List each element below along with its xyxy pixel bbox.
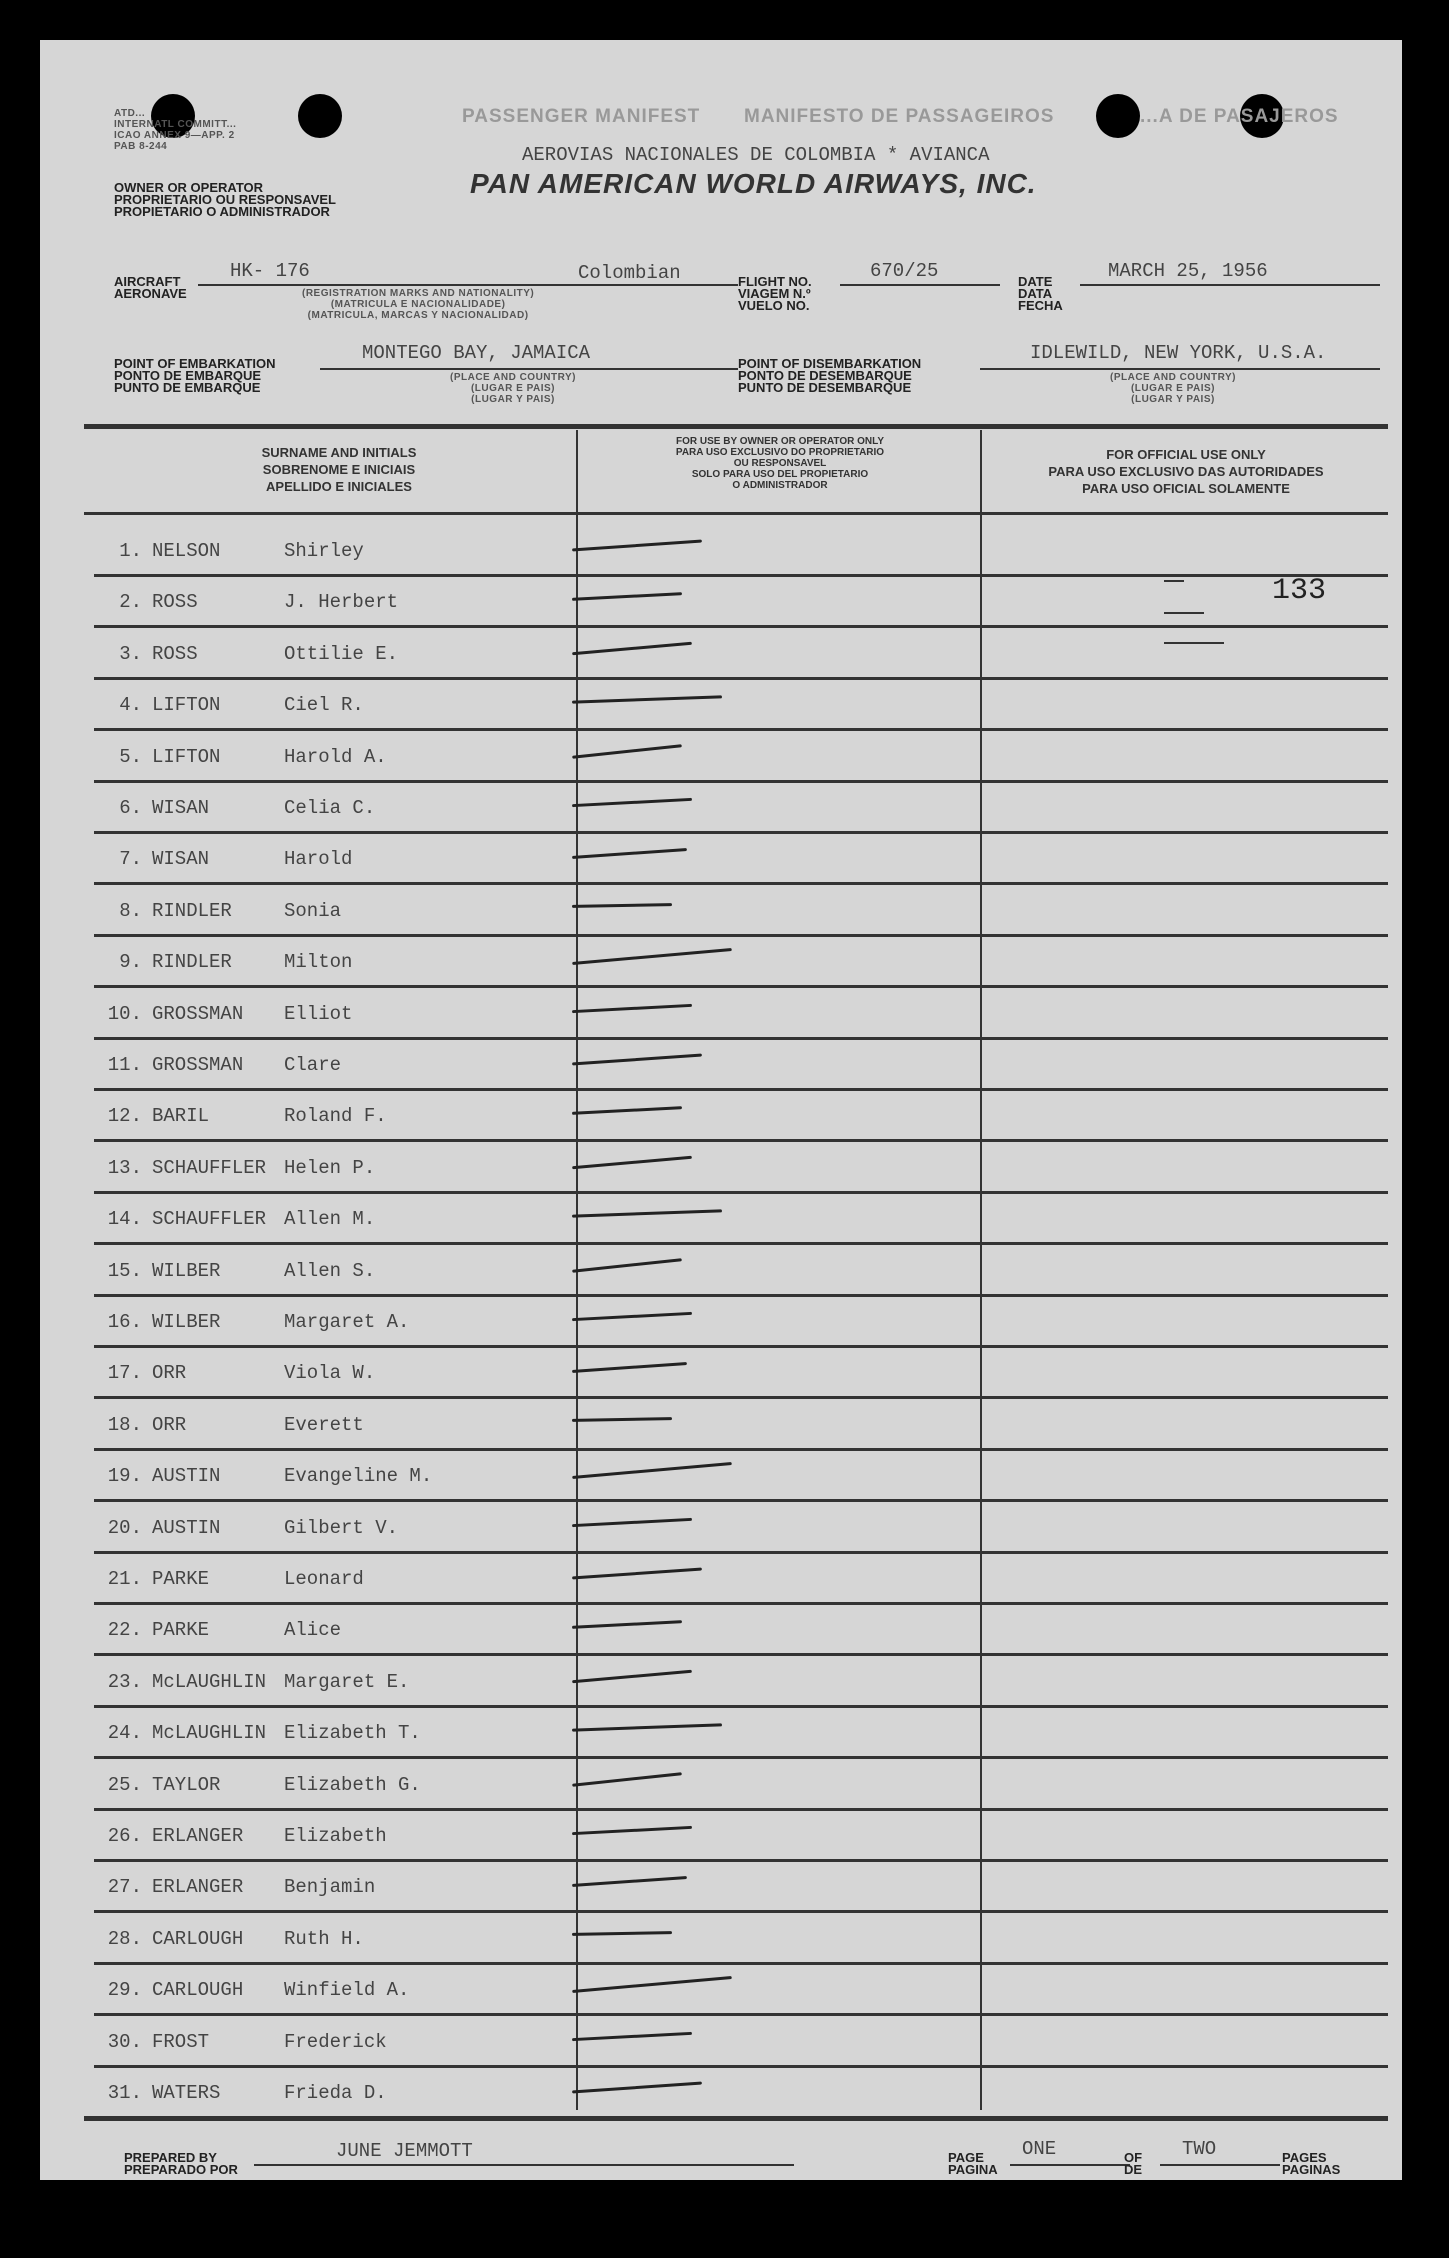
table-row — [94, 1297, 1388, 1348]
passenger-given-name: Clare — [284, 1054, 342, 1076]
disembarkation-place: IDLEWILD, NEW YORK, U.S.A. — [1030, 342, 1327, 364]
row-rule — [94, 1396, 1388, 1399]
aircraft-nationality: Colombian — [578, 262, 681, 284]
passenger-number: 10. — [107, 1003, 142, 1025]
table-row — [94, 577, 1388, 628]
punch-hole — [298, 94, 342, 138]
passenger-surname: CARLOUGH — [152, 1928, 244, 1950]
table-row — [94, 1400, 1388, 1451]
check-mark — [572, 1567, 702, 1579]
check-mark — [572, 1876, 687, 1887]
passenger-surname: McLAUGHLIN — [152, 1671, 267, 1693]
passenger-given-name: Elizabeth — [284, 1825, 387, 1847]
passenger-surname: RINDLER — [152, 900, 232, 922]
embarkation-label: POINT OF EMBARKATION PONTO DE EMBARQUE PUNTO DE EMBARQUE — [114, 356, 276, 395]
check-mark — [572, 1772, 682, 1786]
check-mark — [572, 1931, 672, 1936]
passenger-surname: LIFTON — [152, 746, 221, 768]
passenger-number: 19. — [107, 1465, 142, 1487]
passenger-surname: NELSON — [152, 540, 221, 562]
operator-brand: PAN AMERICAN WORLD AIRWAYS, INC. — [470, 168, 1037, 199]
flight-date: MARCH 25, 1956 — [1108, 260, 1268, 282]
passenger-surname: BARIL — [152, 1105, 210, 1127]
table-row — [94, 2068, 1388, 2119]
check-mark — [572, 2032, 692, 2041]
check-mark — [572, 1156, 692, 1169]
table-row — [94, 732, 1388, 783]
passenger-given-name: Frieda D. — [284, 2082, 387, 2104]
check-mark — [572, 1518, 692, 1527]
passenger-surname: CARLOUGH — [152, 1979, 244, 2001]
disembark-sublabel: (PLACE AND COUNTRY) (LUGAR E PAIS) (LUGAR Y PAIS) — [1110, 372, 1236, 405]
table-row — [94, 629, 1388, 680]
official-column-header: FOR OFFICIAL USE ONLY PARA USO EXCLUSIVO DAS AUTORIDADES PARA USO OFICIAL SOLAMENTE — [1048, 447, 1324, 496]
passenger-number: 17. — [107, 1362, 142, 1384]
table-row — [94, 1760, 1388, 1811]
passenger-surname: PARKE — [152, 1619, 210, 1641]
passenger-given-name: Elizabeth T. — [284, 1722, 421, 1744]
passenger-number: 5. — [119, 746, 142, 768]
passenger-surname: PARKE — [152, 1568, 210, 1590]
passenger-number: 6. — [119, 797, 142, 819]
pages-underline — [1160, 2164, 1280, 2166]
official-dash — [1164, 612, 1204, 614]
passenger-given-name: Helen P. — [284, 1157, 376, 1179]
passenger-given-name: Elliot — [284, 1003, 353, 1025]
check-mark — [572, 592, 682, 601]
passenger-surname: GROSSMAN — [152, 1054, 244, 1076]
passenger-given-name: Margaret A. — [284, 1311, 410, 1333]
passenger-given-name: Allen M. — [284, 1208, 376, 1230]
table-row — [94, 1143, 1388, 1194]
check-mark — [572, 539, 702, 551]
passenger-given-name: Evangeline M. — [284, 1465, 433, 1487]
passenger-surname: TAYLOR — [152, 1774, 221, 1796]
check-mark — [572, 1004, 692, 1013]
passenger-given-name: Elizabeth G. — [284, 1774, 421, 1796]
row-rule — [94, 882, 1388, 885]
check-mark — [572, 695, 722, 703]
passenger-surname: ORR — [152, 1362, 187, 1384]
passenger-number: 3. — [119, 643, 142, 665]
passenger-number: 24. — [107, 1722, 142, 1744]
owner-label: OWNER OR OPERATOR PROPRIETARIO OU RESPONSAVEL PROPIETARIO O ADMINISTRADOR — [114, 180, 336, 219]
disembarkation-label: POINT OF DISEMBARKATION PONTO DE DESEMBARQUE PUNTO DE DESEMBARQUE — [738, 356, 922, 395]
title-portuguese: MANIFESTO DE PASSAGEIROS — [744, 106, 1055, 127]
punch-hole — [1096, 94, 1140, 138]
title-spanish: ...A DE PASAJEROS — [1140, 106, 1339, 127]
passenger-given-name: Benjamin — [284, 1876, 376, 1898]
check-mark — [572, 1258, 682, 1272]
passenger-surname: McLAUGHLIN — [152, 1722, 267, 1744]
table-row — [94, 1091, 1388, 1142]
passenger-number: 14. — [107, 1208, 142, 1230]
passenger-number: 18. — [107, 1414, 142, 1436]
passenger-number: 9. — [119, 951, 142, 973]
table-row — [94, 1862, 1388, 1913]
table-row — [94, 834, 1388, 885]
passenger-number: 22. — [107, 1619, 142, 1641]
passenger-given-name: Alice — [284, 1619, 342, 1641]
check-mark — [572, 1826, 692, 1835]
row-rule — [94, 2013, 1388, 2016]
passenger-number: 12. — [107, 1105, 142, 1127]
row-rule — [94, 1910, 1388, 1913]
passenger-given-name: Gilbert V. — [284, 1517, 399, 1539]
embark-sublabel: (PLACE AND COUNTRY) (LUGAR E PAIS) (LUGAR Y PAIS) — [450, 372, 576, 405]
table-row — [94, 680, 1388, 731]
passenger-surname: GROSSMAN — [152, 1003, 244, 1025]
passenger-number: 8. — [119, 900, 142, 922]
check-mark — [572, 1209, 722, 1217]
passenger-given-name: Ruth H. — [284, 1928, 364, 1950]
check-mark — [572, 903, 672, 908]
embarkation-place: MONTEGO BAY, JAMAICA — [362, 342, 591, 364]
passenger-given-name: Viola W. — [284, 1362, 376, 1384]
table-row — [94, 937, 1388, 988]
passenger-surname: SCHAUFFLER — [152, 1208, 267, 1230]
check-mark — [572, 1417, 672, 1422]
passenger-number: 1. — [119, 540, 142, 562]
table-row — [94, 1348, 1388, 1399]
page-label: PAGE PAGINA — [948, 2150, 998, 2177]
check-mark — [572, 642, 692, 655]
table-row — [94, 1605, 1388, 1656]
table-row — [94, 783, 1388, 834]
disembark-underline — [980, 368, 1380, 370]
passenger-number: 23. — [107, 1671, 142, 1693]
passenger-given-name: Leonard — [284, 1568, 364, 1590]
official-dash — [1164, 580, 1184, 582]
passenger-number: 28. — [107, 1928, 142, 1950]
passenger-surname: ERLANGER — [152, 1825, 244, 1847]
table-row — [94, 526, 1388, 577]
aircraft-underline — [198, 284, 738, 286]
passenger-given-name: Milton — [284, 951, 353, 973]
check-mark — [572, 1670, 692, 1683]
passenger-surname: AUSTIN — [152, 1517, 221, 1539]
passenger-number: 30. — [107, 2031, 142, 2053]
row-rule — [94, 1756, 1388, 1759]
title-english: PASSENGER MANIFEST — [462, 106, 701, 127]
passenger-given-name: Celia C. — [284, 797, 376, 819]
passenger-surname: WISAN — [152, 848, 210, 870]
check-mark — [572, 1312, 692, 1321]
check-mark — [572, 848, 687, 859]
official-count: 133 — [1272, 574, 1327, 608]
prepared-by-label: PREPARED BY PREPARADO POR — [124, 2150, 238, 2177]
operator-name: AEROVIAS NACIONALES DE COLOMBIA * AVIANCA — [522, 144, 990, 166]
flight-label: FLIGHT NO. VIAGEM N.º VUELO NO. — [738, 274, 812, 313]
check-mark — [572, 744, 682, 758]
passenger-number: 29. — [107, 1979, 142, 2001]
passenger-surname: RINDLER — [152, 951, 232, 973]
row-rule — [94, 1139, 1388, 1142]
passenger-given-name: Ciel R. — [284, 694, 364, 716]
passenger-given-name: Sonia — [284, 900, 342, 922]
manifest-sheet — [40, 40, 1402, 2180]
check-mark — [572, 1462, 732, 1479]
check-mark — [572, 1053, 702, 1065]
passenger-number: 4. — [119, 694, 142, 716]
table-row — [94, 1811, 1388, 1862]
check-mark — [572, 798, 692, 807]
passenger-surname: LIFTON — [152, 694, 221, 716]
passenger-given-name: Allen S. — [284, 1260, 376, 1282]
check-mark — [572, 1362, 687, 1373]
official-dash — [1164, 642, 1224, 644]
check-mark — [572, 948, 732, 965]
passenger-number: 25. — [107, 1774, 142, 1796]
passenger-given-name: Winfield A. — [284, 1979, 410, 2001]
passenger-surname: FROST — [152, 2031, 210, 2053]
passenger-number: 7. — [119, 848, 142, 870]
row-rule — [94, 1653, 1388, 1656]
passenger-surname: WILBER — [152, 1311, 221, 1333]
table-row — [94, 989, 1388, 1040]
passenger-number: 20. — [107, 1517, 142, 1539]
passenger-number: 13. — [107, 1157, 142, 1179]
row-rule — [94, 1242, 1388, 1245]
aircraft-sublabel: (REGISTRATION MARKS AND NATIONALITY) (MATRICULA E NACIONALIDADE) (MATRICULA, MARCAS Y NACIONALIDAD) — [302, 288, 535, 321]
passenger-number: 11. — [107, 1054, 142, 1076]
pages-label: PAGES PAGINAS — [1282, 2150, 1341, 2177]
passenger-surname: ROSS — [152, 643, 198, 665]
passenger-given-name: Frederick — [284, 2031, 387, 2053]
prepared-by: JUNE JEMMOTT — [336, 2140, 473, 2162]
passenger-given-name: Harold — [284, 848, 353, 870]
aircraft-registration: HK- 176 — [230, 260, 310, 282]
table-row — [94, 1246, 1388, 1297]
check-mark — [572, 1976, 732, 1993]
passenger-number: 21. — [107, 1568, 142, 1590]
passenger-given-name: Harold A. — [284, 746, 387, 768]
total-pages: TWO — [1182, 2138, 1217, 2160]
passenger-number: 2. — [119, 591, 142, 613]
of-label: OF DE — [1124, 2150, 1143, 2177]
table-row — [94, 1657, 1388, 1708]
passenger-surname: ERLANGER — [152, 1876, 244, 1898]
table-row — [94, 1451, 1388, 1502]
check-mark — [572, 1620, 682, 1629]
header-bottom-rule — [84, 512, 1388, 515]
passenger-surname: ROSS — [152, 591, 198, 613]
passenger-surname: WISAN — [152, 797, 210, 819]
table-row — [94, 1040, 1388, 1091]
row-rule — [94, 985, 1388, 988]
table-row — [94, 2017, 1388, 2068]
passenger-surname: ORR — [152, 1414, 187, 1436]
aircraft-label: AIRCRAFT AERONAVE — [114, 274, 187, 301]
row-rule — [94, 728, 1388, 731]
date-underline — [1080, 284, 1380, 286]
form-reference: ATD... INTERNATL COMMITT... ICAO ANNEX 9—APP. 2 PAB 8-244 — [114, 108, 237, 152]
passenger-surname: WILBER — [152, 1260, 221, 1282]
row-rule — [94, 625, 1388, 628]
table-row — [94, 1914, 1388, 1965]
passenger-number: 26. — [107, 1825, 142, 1847]
passenger-given-name: Everett — [284, 1414, 364, 1436]
table-row — [94, 1503, 1388, 1554]
check-mark — [572, 2081, 702, 2093]
table-row — [94, 1194, 1388, 1245]
passenger-surname: AUSTIN — [152, 1465, 221, 1487]
check-mark — [572, 1106, 682, 1115]
flight-number: 670/25 — [870, 260, 939, 282]
page-underline — [1010, 2164, 1130, 2166]
passenger-surname: SCHAUFFLER — [152, 1157, 267, 1179]
passenger-number: 16. — [107, 1311, 142, 1333]
embark-underline — [320, 368, 738, 370]
passenger-given-name: Margaret E. — [284, 1671, 410, 1693]
passenger-given-name: Ottilie E. — [284, 643, 399, 665]
passenger-number: 31. — [107, 2082, 142, 2104]
operator-column-header: FOR USE BY OWNER OR OPERATOR ONLY PARA USO EXCLUSIVO DO PROPRIETARIO OU RESPONSAVEL SOLO PARA USO DEL PROPIETARIO O ADMINISTRADOR — [675, 436, 885, 491]
table-row — [94, 1554, 1388, 1605]
passenger-number: 27. — [107, 1876, 142, 1898]
page-number: ONE — [1022, 2138, 1057, 2160]
name-column-header: SURNAME AND INITIALS SOBRENOME E INICIAIS APELLIDO E INICIALES — [261, 445, 417, 494]
table-top-rule — [84, 424, 1388, 429]
table-row — [94, 886, 1388, 937]
flight-underline — [840, 284, 1000, 286]
passenger-given-name: Roland F. — [284, 1105, 387, 1127]
row-rule — [94, 1499, 1388, 1502]
table-row — [94, 1965, 1388, 2016]
prepared-underline — [254, 2164, 794, 2166]
date-label: DATE DATA FECHA — [1018, 274, 1063, 313]
table-bottom-rule — [84, 2116, 1388, 2121]
table-row — [94, 1708, 1388, 1759]
passenger-number: 15. — [107, 1260, 142, 1282]
check-mark — [572, 1723, 722, 1731]
passenger-given-name: J. Herbert — [284, 591, 399, 613]
passenger-given-name: Shirley — [284, 540, 364, 562]
passenger-surname: WATERS — [152, 2082, 221, 2104]
